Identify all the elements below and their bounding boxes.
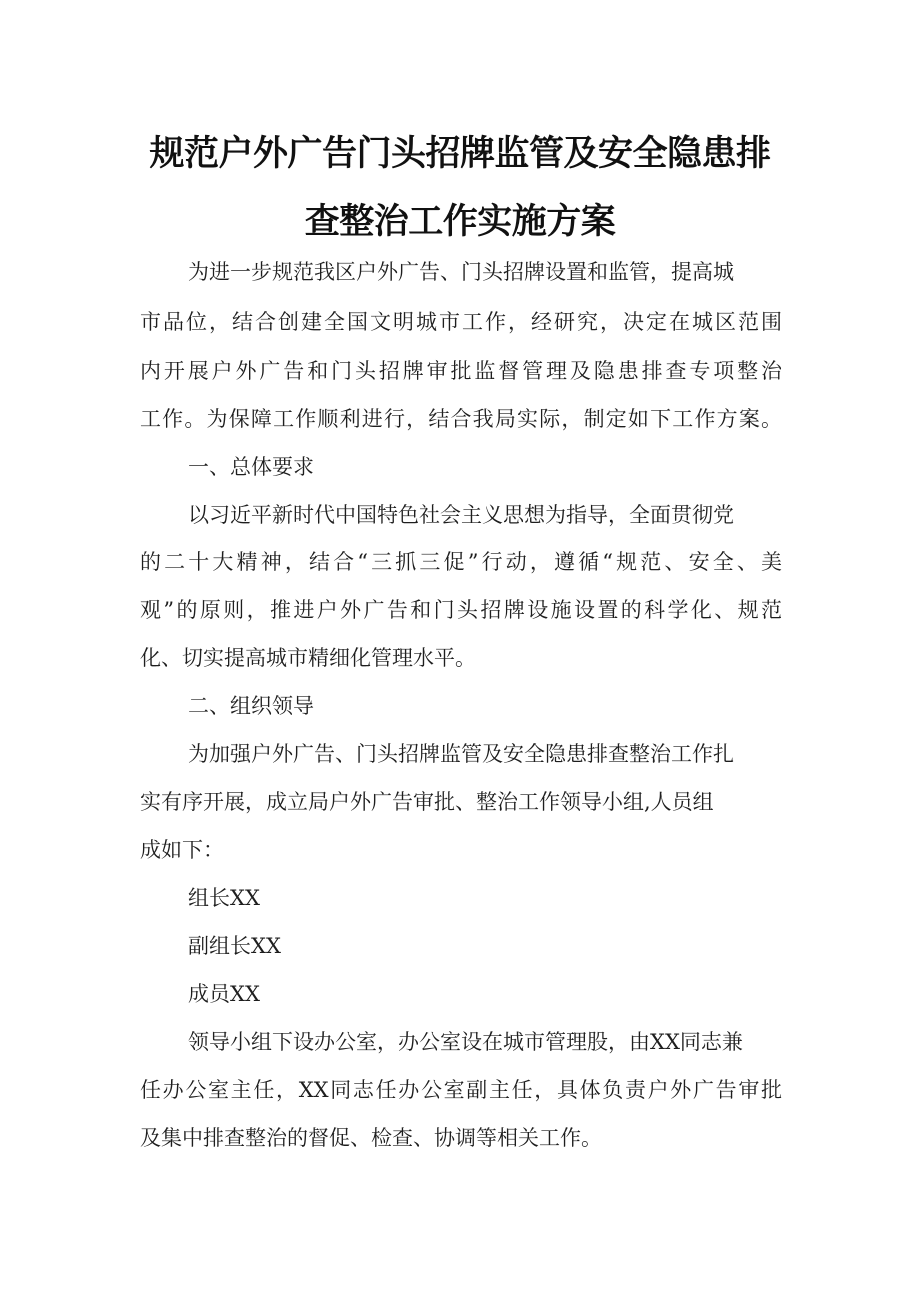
member-deputy-leader: 副组长XX xyxy=(188,934,281,958)
member-leader: 组长XX xyxy=(188,886,260,910)
office-line-1: 领导小组下设办公室，办公室设在城市管理股，由XX同志兼 xyxy=(188,1030,743,1054)
section1-line-2: 的二十大精神，结合“三抓三促”行动，遵循“规范、安全、美 xyxy=(140,550,782,574)
member-members: 成员XX xyxy=(188,982,260,1006)
intro-line-3: 内开展户外广告和门头招牌审批监督管理及隐患排查专项整治 xyxy=(140,359,782,383)
section1-line-3: 观”的原则，推进户外广告和门头招牌设施设置的科学化、规范 xyxy=(140,598,782,622)
section2-line-3: 成如下： xyxy=(140,838,224,862)
section2-heading: 二、组织领导 xyxy=(188,694,314,718)
section2-line-2: 实有序开展，成立局户外广告审批、整治工作领导小组,人员组 xyxy=(140,790,714,814)
document-title-line-1: 规范户外广告门头招牌监管及安全隐患排 xyxy=(149,134,771,174)
section1-heading: 一、总体要求 xyxy=(188,455,314,479)
office-line-3: 及集中排查整治的督促、检查、协调等相关工作。 xyxy=(140,1126,602,1150)
intro-line-1: 为进一步规范我区户外广告、门头招牌设置和监管，提高城 xyxy=(188,260,734,284)
section1-line-1: 以习近平新时代中国特色社会主义思想为指导，全面贯彻党 xyxy=(188,503,734,527)
section1-line-4: 化、切实提高城市精细化管理水平。 xyxy=(140,646,476,670)
document-title-line-2: 查整治工作实施方案 xyxy=(304,202,616,242)
intro-line-2: 市品位，结合创建全国文明城市工作，经研究，决定在城区范围 xyxy=(140,310,782,334)
office-line-2: 任办公室主任，XX同志任办公室副主任，具体负责户外广告审批 xyxy=(140,1078,782,1102)
section2-line-1: 为加强户外广告、门头招牌监管及安全隐患排查整治工作扎 xyxy=(188,742,734,766)
intro-line-4: 工作。为保障工作顺利进行，结合我局实际，制定如下工作方案。 xyxy=(140,407,782,431)
